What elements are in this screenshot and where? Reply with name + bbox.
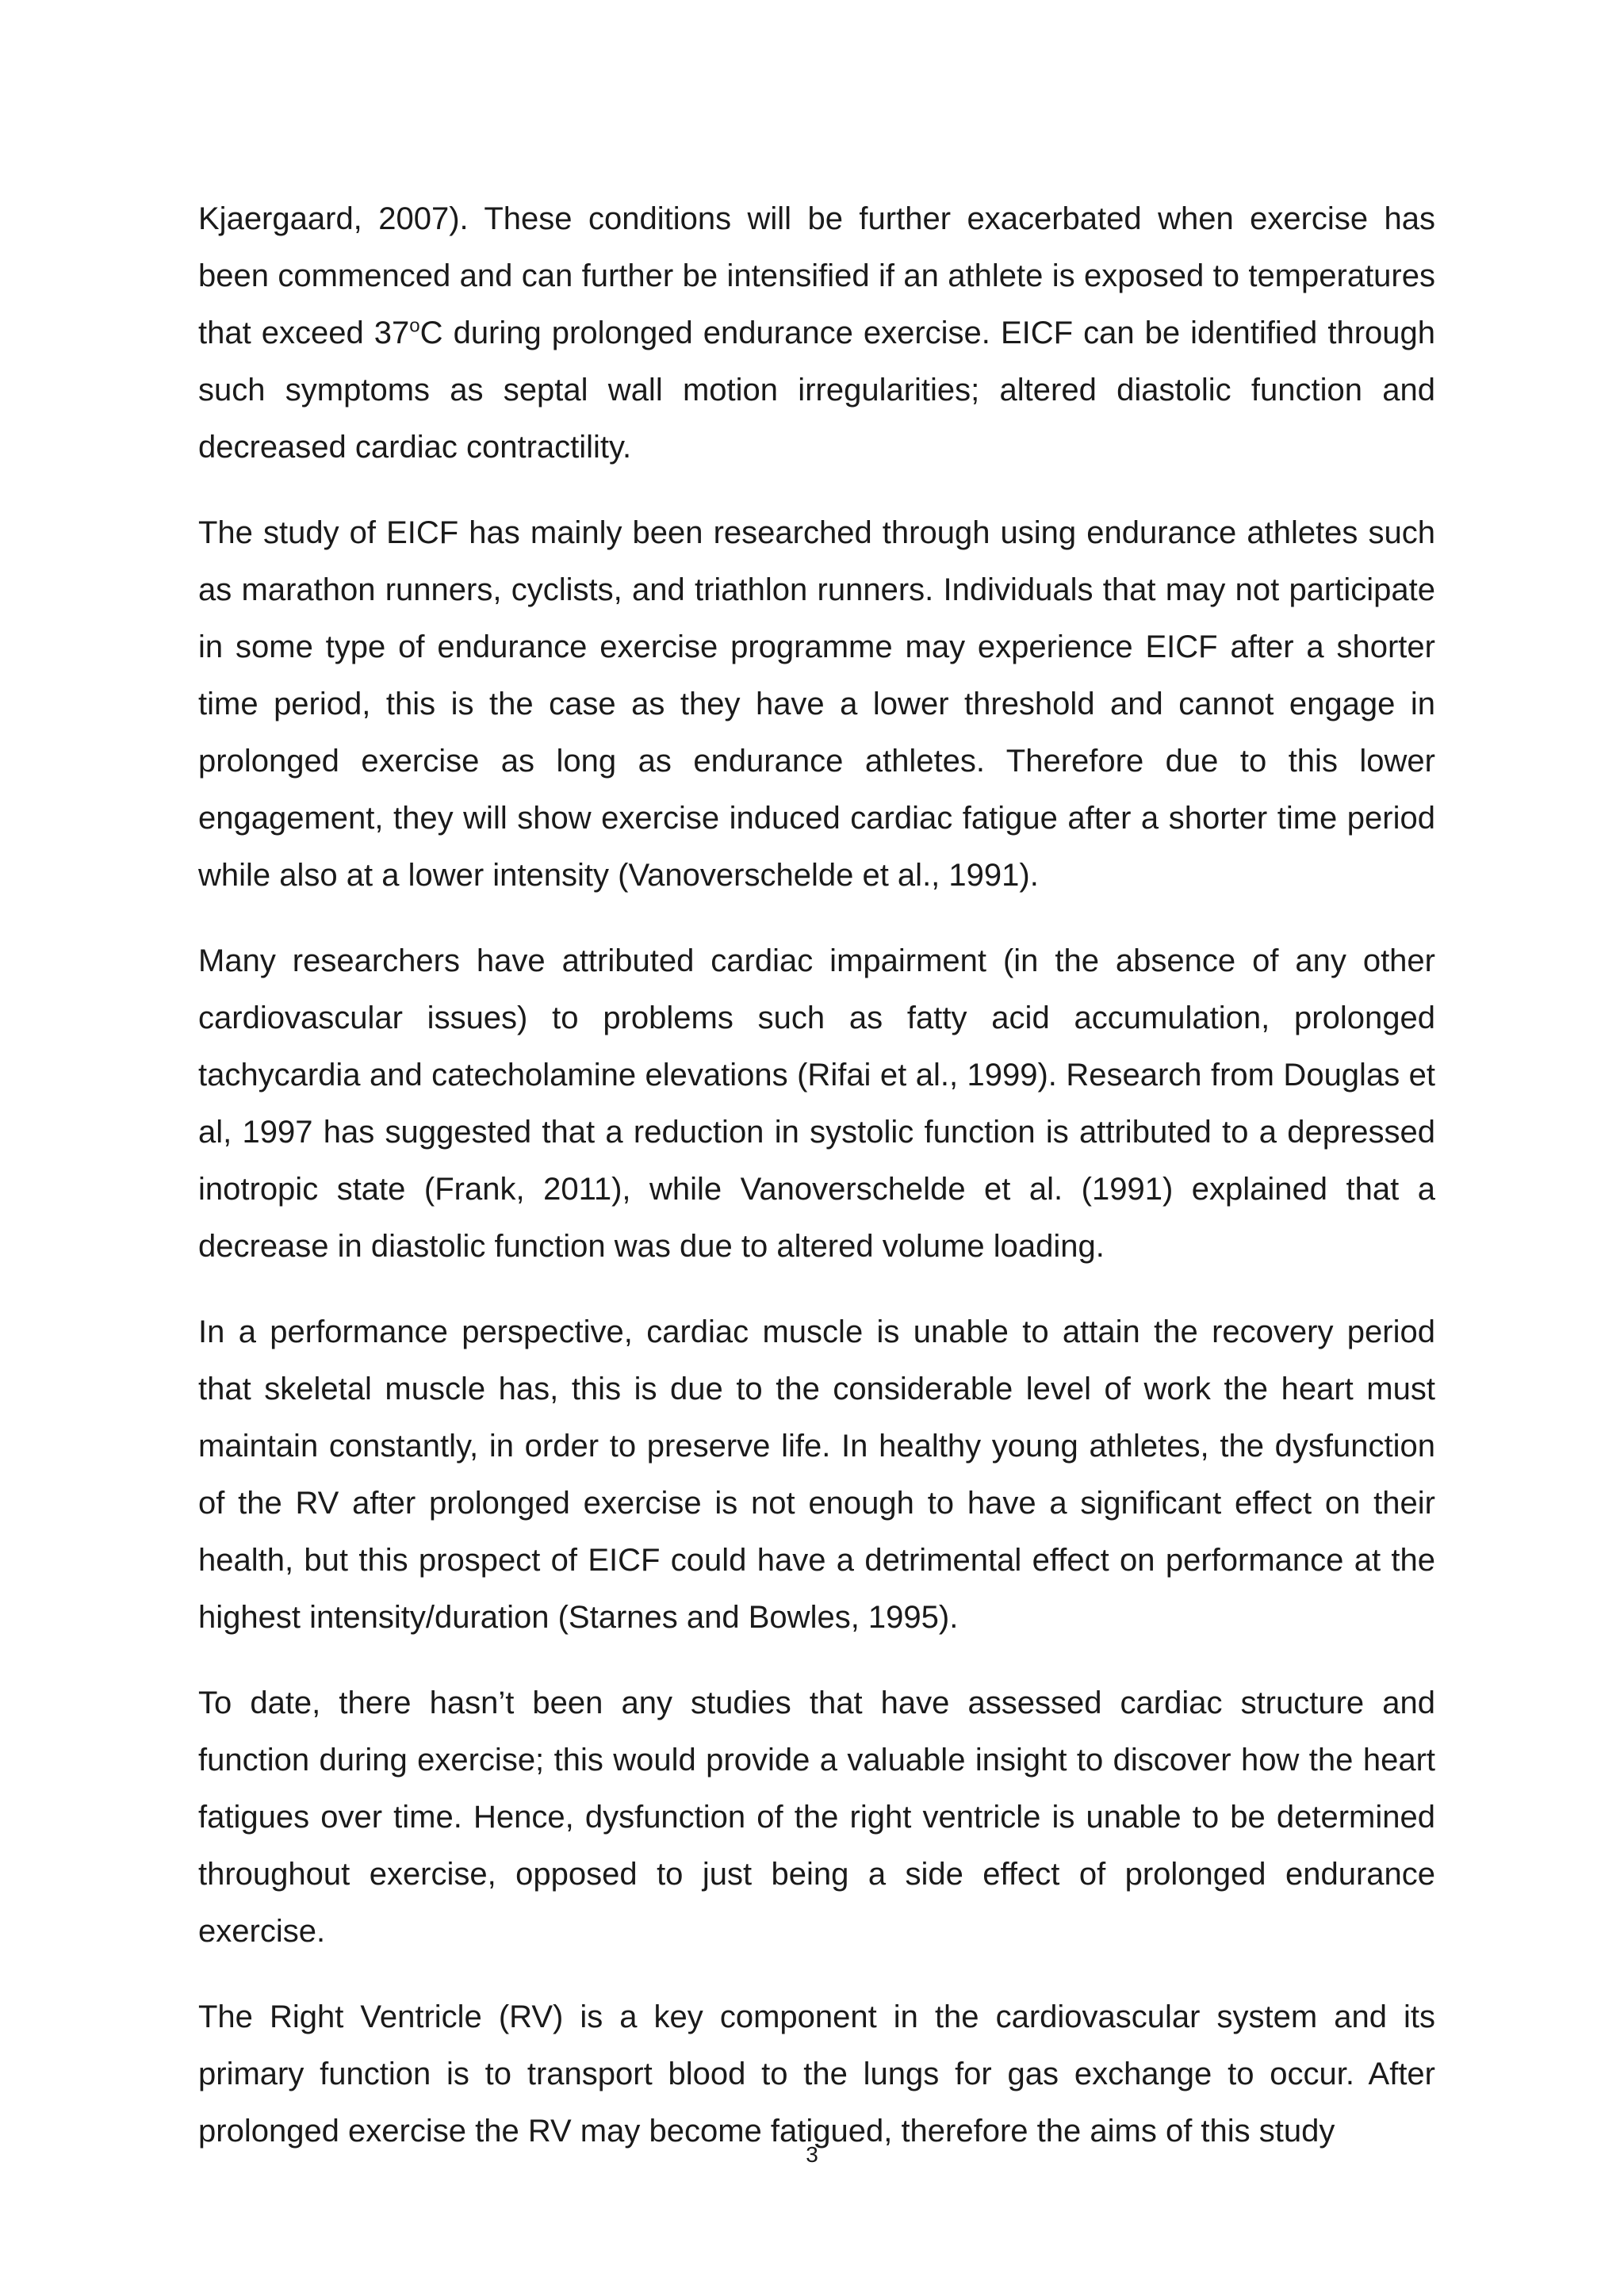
paragraph-text: Kjaergaard, 2007). These conditions will be further exacerbated when exercise has been commenced and can further be intensified if an athlete is exposed to temperatures that exceed 37 <box>198 201 1435 350</box>
page-number: 3 <box>806 2142 818 2167</box>
document-page <box>198 190 1435 2188</box>
paragraph-to-date: To date, there hasn’t been any studies that have assessed cardiac structure and function during exercise; this would provide a valuable insight to discover how the heart fatigues over time. Hence, dysfunction of the right ventricle is unable to be determined throughout exercise, opposed to just being a side effect of prolonged endurance exercise. <box>198 1686 1435 1949</box>
paragraph-eicf-symptoms <box>198 190 1435 476</box>
paragraph-right-ventricle: The Right Ventricle (RV) is a key component in the cardiovascular system and its primary function is to transport blood to the lungs for gas exchange to occur. After prolonged exercise the RV may become fatigued, therefore the aims of this study <box>198 1999 1435 2149</box>
paragraph-performance-perspective: In a performance perspective, cardiac muscle is unable to attain the recovery period that skeletal muscle has, this is due to the considerable level of work the heart must maintain constantly, in order to preserve life. In healthy young athletes, the dysfunction of the RV after prolonged exercise is not enough to have a significant effect on their health, but this prospect of EICF could have a detrimental effect on performance at the highest intensity/duration (Starnes and Bowles, 1995). <box>198 1314 1435 1635</box>
paragraph-text: C during prolonged endurance exercise. EICF can be identified through such symptoms as septal wall motion irregularities; altered diastolic function and decreased cardiac contractility. <box>198 316 1435 465</box>
paragraph-cardiac-impairment: Many researchers have attributed cardiac impairment (in the absence of any other cardiovascular issues) to problems such as fatty acid accumulation, prolonged tachycardia and catecholamine elevations (Rifai et al., 1999). Research from Douglas et al, 1997 has suggested that a reduction in systolic function is attributed to a depressed inotropic state (Frank, 2011), while Vanoverschelde et al. (1991) explained that a decrease in diastolic function was due to altered volume loading. <box>198 943 1435 1264</box>
degree-superscript: o <box>409 315 420 337</box>
paragraph-eicf-research: The study of EICF has mainly been researched through using endurance athletes such as marathon runners, cyclists, and triathlon runners. Individuals that may not participate in some type of endurance exercise programme may experience EICF after a shorter time period, this is the case as they have a lower threshold and cannot engage in prolonged exercise as long as endurance athletes. Therefore due to this lower engagement, they will show exercise induced cardiac fatigue after a shorter time period while also at a lower intensity (Vanoverschelde et al., 1991). <box>198 515 1435 893</box>
